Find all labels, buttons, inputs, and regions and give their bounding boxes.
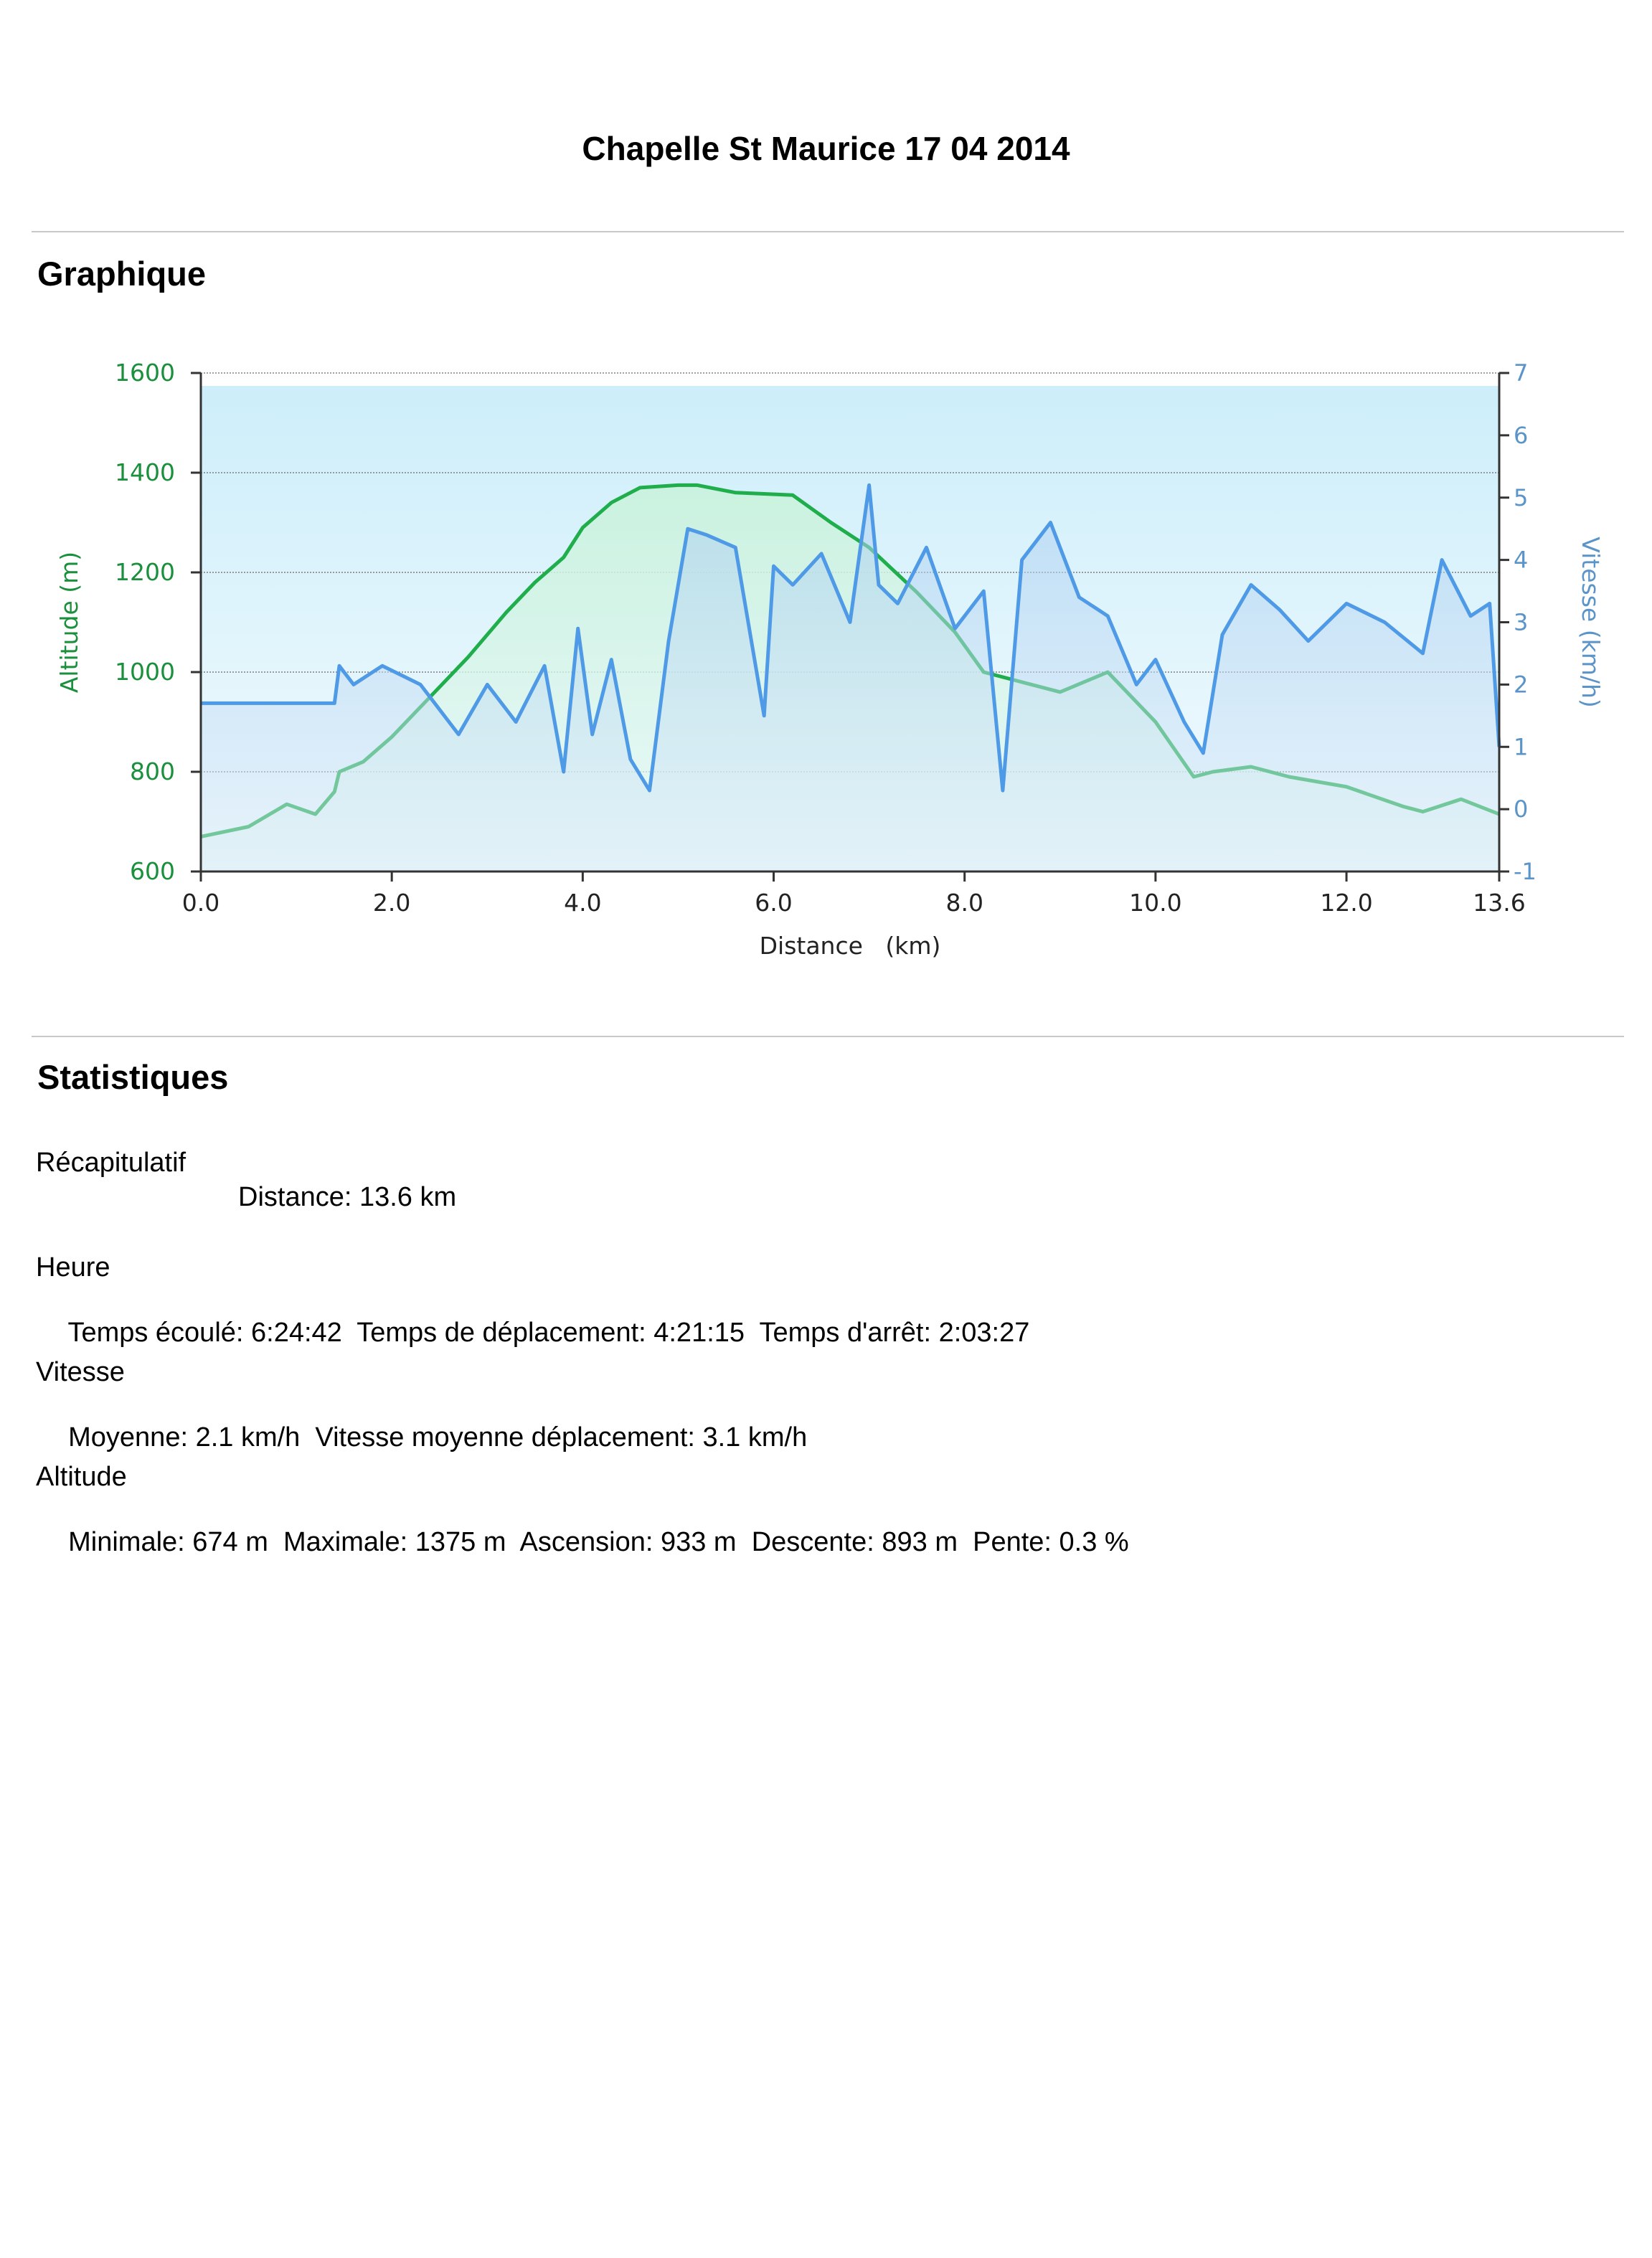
y2-tick-label: 7 (1514, 359, 1529, 387)
x-tick-label: 12.0 (1320, 889, 1373, 917)
y2-tick-label: 1 (1514, 733, 1529, 761)
y2-tick-label: 5 (1514, 483, 1529, 511)
altitude-descent: Descente: 893 m (751, 1527, 958, 1557)
y-tick-label: 1200 (115, 558, 175, 586)
x-tick-label: 10.0 (1129, 889, 1182, 917)
distance-value: Distance: 13.6 km (238, 1182, 457, 1212)
divider (32, 1036, 1624, 1037)
page-title: Chapelle St Maurice 17 04 2014 (582, 130, 1070, 167)
y2-axis-title: Vitesse (km/h) (1577, 537, 1605, 708)
time-elapsed: Temps écoulé: 6:24:42 (67, 1318, 342, 1348)
x-tick-label: 8.0 (945, 889, 983, 917)
y2-tick-label: -1 (1514, 858, 1537, 885)
section-title-graph: Graphique (37, 255, 207, 293)
section-title-stats: Statistiques (37, 1058, 229, 1096)
x-tick-label: 6.0 (755, 889, 793, 917)
time-moving: Temps de déplacement: 4:21:15 (357, 1318, 745, 1348)
speed-moving: Vitesse moyenne déplacement: 3.1 km/h (315, 1422, 808, 1452)
speed-average: Moyenne: 2.1 km/h (68, 1422, 301, 1452)
y-tick-label: 1400 (115, 458, 175, 486)
y2-tick-label: 6 (1514, 421, 1529, 449)
y-tick-label: 1000 (115, 658, 175, 686)
y2-tick-label: 2 (1514, 671, 1529, 699)
y2-tick-label: 3 (1514, 608, 1529, 636)
y2-tick-label: 4 (1514, 546, 1529, 574)
time-stopped: Temps d'arrêt: 2:03:27 (759, 1318, 1030, 1348)
x-tick-label: 4.0 (564, 889, 602, 917)
divider (32, 231, 1624, 232)
y-tick-label: 600 (130, 857, 175, 885)
y-tick-label: 800 (130, 757, 175, 785)
altitude-stats (53, 1496, 1129, 1558)
y-tick-label: 1600 (115, 359, 175, 387)
altitude-max: Maximale: 1375 m (283, 1527, 506, 1557)
x-tick-label: 0.0 (181, 889, 220, 917)
y-axis-title: Altitude (m) (55, 551, 83, 694)
altitude-speed-chart (0, 337, 1652, 983)
y2-tick-label: 0 (1514, 795, 1529, 823)
speed-label: Vitesse (36, 1357, 125, 1387)
x-tick-label: 2.0 (372, 889, 411, 917)
altitude-label: Altitude (36, 1462, 127, 1492)
time-stats (53, 1287, 1029, 1348)
x-tick-label: 13.6 (1473, 889, 1526, 917)
speed-stats (53, 1392, 807, 1453)
time-label: Heure (36, 1252, 110, 1282)
altitude-min: Minimale: 674 m (68, 1527, 268, 1557)
summary-label: Récapitulatif (36, 1148, 187, 1178)
x-axis-title: Distance (km) (759, 932, 941, 960)
altitude-slope: Pente: 0.3 % (973, 1527, 1129, 1557)
altitude-ascent: Ascension: 933 m (519, 1527, 737, 1557)
